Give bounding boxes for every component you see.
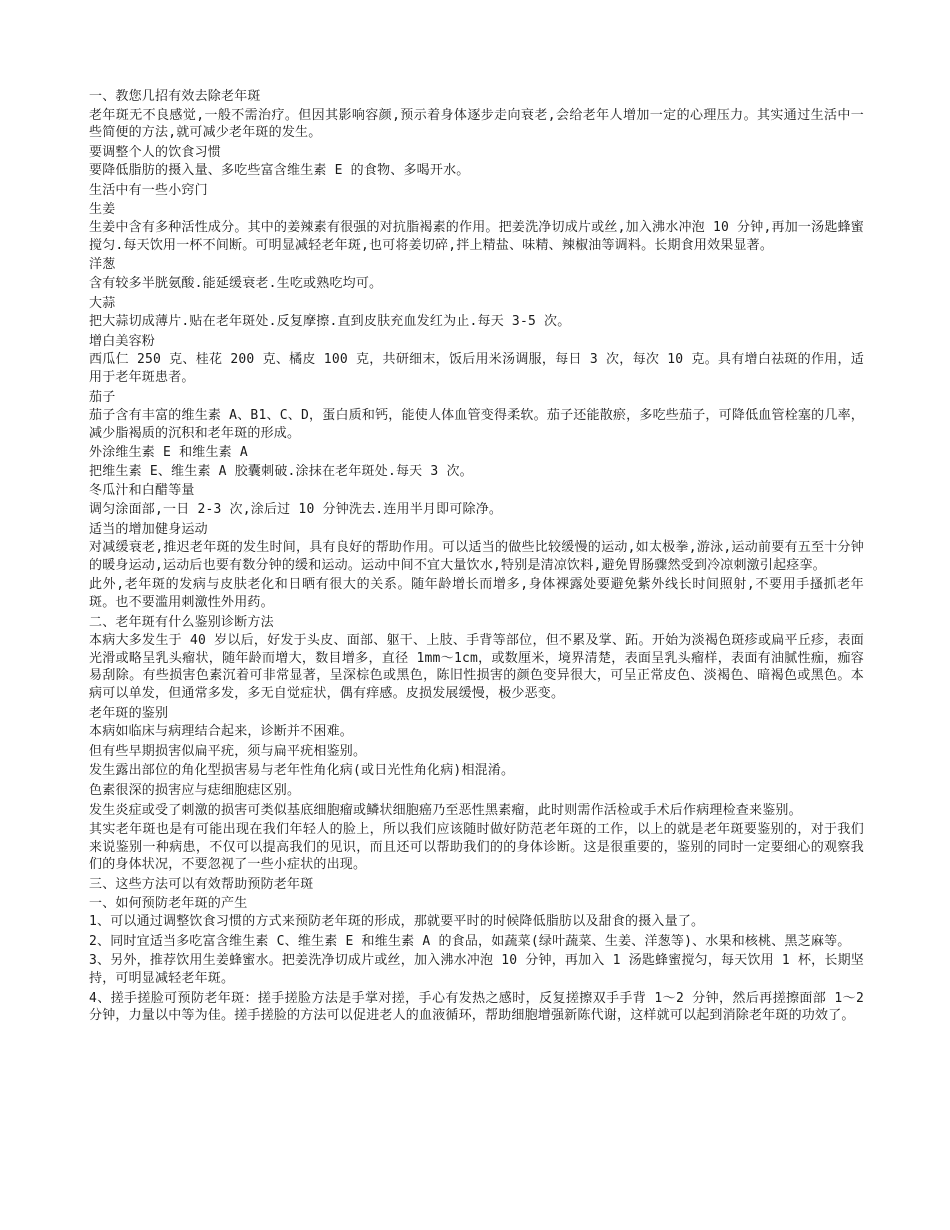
section-heading: 三、这些方法可以有效帮助预防老年斑 xyxy=(89,876,314,892)
list-item: 2、同时宜适当多吃富含维生素 C、维生素 E 和维生素 A 的食品，如蔬菜(绿叶蔬菜、生姜、洋葱等)、水果和核桃、黑芝麻等。 xyxy=(89,933,851,949)
body-paragraph: 但有些早期损害似扁平疣，须与扁平疣相鉴别。 xyxy=(89,743,367,759)
body-paragraph: 对减缓衰老,推迟老年斑的发生时间，具有良好的帮助作用。可以适当的做些比较缓慢的运动,如太极拳,游泳,运动前要有五至十分钟的暖身运动,运动后也要有数分钟的缓和运动。运动中间不宜大量饮水,特别是清凉饮料,避免胃肠骤然受到冷凉刺激引起痉挛。 xyxy=(89,540,864,573)
body-paragraph: 其实老年斑也是有可能出现在我们年轻人的脸上，所以我们应该随时做好防范老年斑的工作，以上的就是老年斑要鉴别的，对于我们来说鉴别一种病患，不仅可以提高我们的见识，而且还可以帮助我们的的身体诊断。这是很重要的，鉴别的同时一定要细心的观察我们的身体状况，不要忽视了一些小症状的出现。 xyxy=(89,822,864,873)
list-item: 3、另外，推荐饮用生姜蜂蜜水。把姜洗净切成片或丝，加入沸水冲泡 10 分钟，再加入 1 汤匙蜂蜜搅匀，每天饮用 1 杯，长期坚持，可明显减轻老年斑。 xyxy=(89,953,864,986)
body-paragraph: 要降低脂肪的摄入量、多吃些富含维生素 E 的食物、多喝开水。 xyxy=(89,163,470,179)
body-paragraph: 调匀涂面部,一日 2-3 次,涂后过 10 分钟洗去.连用半月即可除净。 xyxy=(89,502,503,518)
subsection-heading: 一、如何预防老年斑的产生 xyxy=(89,895,248,911)
item-heading: 茄子 xyxy=(89,389,116,405)
list-item: 1、可以通过调整饮食习惯的方式来预防老年斑的形成，那就要平时的时候降低脂肪以及甜食的摄入量了。 xyxy=(89,914,705,930)
item-heading: 冬瓜汁和白醋等量 xyxy=(89,483,195,499)
document-page xyxy=(89,88,864,1027)
body-paragraph: 老年斑无不良感觉,一般不需治疗。但因其影响容颜,预示着身体逐步走向衰老,会给老年人增加一定的心理压力。其实通过生活中一些简便的方法,就可减少老年斑的发生。 xyxy=(89,107,864,141)
body-paragraph: 把大蒜切成薄片.贴在老年斑处.反复摩擦.直到皮肤充血发红为止.每天 3-5 次。 xyxy=(89,314,571,330)
body-paragraph: 把维生素 E、维生素 A 胶囊刺破.涂抹在老年斑处.每天 3 次。 xyxy=(89,463,473,479)
subsection-heading: 老年斑的鉴别 xyxy=(89,705,169,721)
body-paragraph: 本病如临床与病理结合起来，诊断并不困难。 xyxy=(89,724,354,740)
subsection-heading: 生活中有一些小窍门 xyxy=(89,182,208,198)
section-heading: 二、老年斑有什么鉴别诊断方法 xyxy=(89,614,274,630)
body-paragraph: 生姜中含有多种活性成分。其中的姜辣素有很强的对抗脂褐素的作用。把姜洗净切成片或丝,加入沸水冲泡 10 分钟,再加一汤匙蜂蜜搅匀.每天饮用一杯不间断。可明显减轻老年斑,也可将姜切碎,拌上精盐、味精、辣椒油等调料。长期食用效果显著。 xyxy=(89,220,864,253)
subsection-heading: 要调整个人的饮食习惯 xyxy=(89,144,222,160)
item-heading: 生姜 xyxy=(89,201,116,217)
subsection-heading: 适当的增加健身运动 xyxy=(89,521,208,537)
item-heading: 洋葱 xyxy=(89,257,116,273)
body-paragraph: 西瓜仁 250 克、桂花 200 克、橘皮 100 克，共研细末，饭后用米汤调服，每日 3 次，每次 10 克。具有增白祛斑的作用，适用于老年斑患者。 xyxy=(89,352,864,385)
item-heading: 增白美容粉 xyxy=(89,333,156,349)
body-paragraph: 本病大多发生于 40 岁以后，好发于头皮、面部、躯干、上肢、手背等部位，但不累及掌、跖。开始为淡褐色斑疹或扁平丘疹，表面光滑或略呈乳头瘤状，随年龄而增大，数目增多，直径 1mm～1cm，或数厘米，境界清楚，表面呈乳头瘤样，表面有油腻性痂，痂容易刮除。有些损害色素沉着可非常显著，呈深棕色或黑色，陈旧性损害的颜色变异很大，可呈正常皮色、淡褐色、暗褐色或黑色。本病可以单发，但通常多发，多无自觉症状，偶有痒感。皮损发展缓慢，极少恶变。 xyxy=(89,633,864,701)
item-heading: 大蒜 xyxy=(89,295,116,311)
body-paragraph: 发生炎症或受了刺激的损害可类似基底细胞瘤或鳞状细胞癌乃至恶性黑素瘤，此时则需作活检或手术后作病理检查来鉴别。 xyxy=(89,802,802,818)
body-paragraph: 含有较多半胱氨酸.能延缓衰老.生吃或熟吃均可。 xyxy=(89,275,383,291)
item-heading: 外涂维生素 E 和维生素 A xyxy=(89,445,248,461)
body-paragraph: 发生露出部位的角化型损害易与老年性角化病(或日光性角化病)相混淆。 xyxy=(89,763,515,779)
list-item: 4、搓手搓脸可预防老年斑：搓手搓脸方法是手掌对搓，手心有发热之感时，反复搓擦双手手背 1～2 分钟，然后再搓擦面部 1～2 分钟，力量以中等为佳。搓手搓脸的方法可以促进老人的血液循环，帮助细胞增强新陈代谢，这样就可以起到消除老年斑的功效了。 xyxy=(89,990,864,1024)
body-paragraph: 茄子含有丰富的维生素 A、B1、C、D，蛋白质和钙，能使人体血管变得柔软。茄子还能散瘀，多吃些茄子，可降低血管栓塞的几率，减少脂褐质的沉积和老年斑的形成。 xyxy=(89,408,864,441)
body-paragraph: 色素很深的损害应与痣细胞痣区别。 xyxy=(89,782,301,798)
section-heading: 一、教您几招有效去除老年斑 xyxy=(89,89,261,104)
body-paragraph: 此外,老年斑的发病与皮肤老化和日晒有很大的关系。随年龄增长而增多,身体裸露处要避免紫外线长时间照射,不要用手搔抓老年斑。也不要滥用刺激性外用药。 xyxy=(89,577,864,611)
